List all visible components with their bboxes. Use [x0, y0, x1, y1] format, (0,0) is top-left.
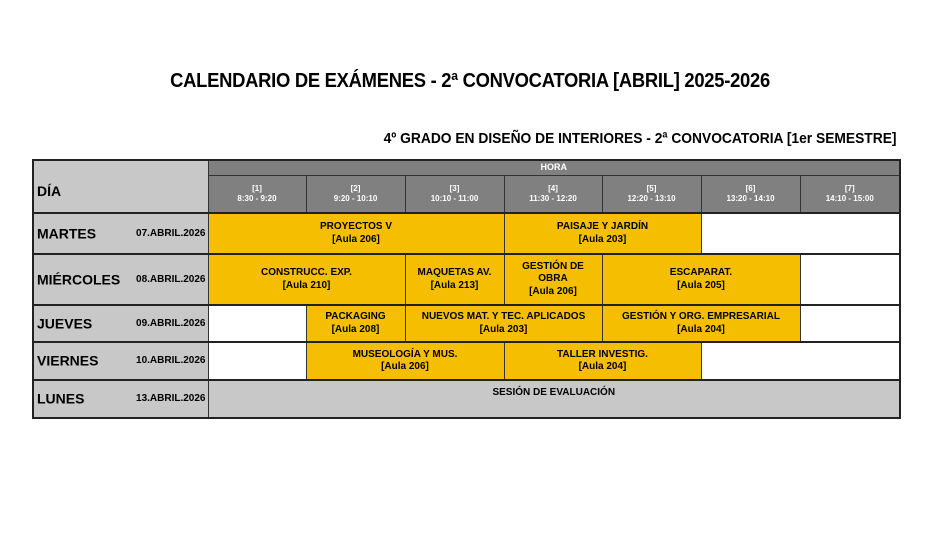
- exam-cell: [306, 305, 405, 342]
- exam-name: TALLER INVESTIG.: [557, 348, 648, 360]
- day-date: 09.ABRIL.2026: [136, 317, 206, 329]
- time-slot-header: [208, 176, 306, 214]
- exam-room: [Aula 208]: [331, 323, 380, 335]
- slot-number: [5]: [646, 184, 657, 193]
- empty-slot: [701, 213, 900, 254]
- exam-name-line: GESTIÓN DE: [522, 260, 584, 272]
- empty-slot: [800, 254, 900, 305]
- exam-cell: [504, 342, 701, 380]
- exam-cell: [208, 213, 504, 254]
- day-row: [33, 305, 900, 342]
- time-slot-header: [701, 176, 800, 214]
- exam-name-line: OBRA: [538, 273, 568, 285]
- exam-cell: [405, 254, 504, 305]
- exam-room: [Aula 206]: [381, 361, 429, 372]
- time-slot-header: [405, 176, 504, 214]
- exam-cell: [602, 254, 800, 305]
- exam-name: CONSTRUCC. EXP.: [261, 267, 352, 278]
- time-slot-header: [306, 176, 405, 214]
- time-slot-header: [602, 176, 701, 214]
- exam-room: [Aula 203]: [578, 233, 627, 245]
- slot-time: 11:30 - 12:20: [529, 194, 577, 203]
- exam-cell: [405, 305, 602, 342]
- exam-name: ESCAPARAT.: [669, 267, 733, 278]
- slot-time: 13:20 - 14:10: [726, 194, 775, 203]
- slot-number: [1]: [252, 184, 262, 193]
- slot-time: 14:10 - 15:00: [825, 194, 874, 203]
- exam-room: [Aula 204]: [677, 323, 725, 335]
- exam-name: PROYECTOS V: [319, 221, 393, 232]
- day-date: 10.ABRIL.2026: [136, 354, 206, 366]
- exam-room: [Aula 210]: [282, 279, 331, 291]
- exam-cell: [602, 305, 800, 342]
- empty-slot: [701, 342, 900, 380]
- exam-name: GESTIÓN Y ORG. EMPRESARIAL: [622, 311, 780, 322]
- exam-name: MUSEOLOGÍA Y MUS.: [352, 348, 458, 360]
- slot-time: 9:20 - 10:10: [333, 194, 378, 203]
- day-row: [33, 254, 900, 305]
- exam-schedule-table: [32, 159, 901, 419]
- empty-slot: [208, 342, 306, 380]
- day-date: 13.ABRIL.2026: [136, 392, 206, 404]
- exam-name: PAISAJE Y JARDÍN: [556, 221, 649, 232]
- exam-room: [Aula 204]: [578, 361, 627, 372]
- exam-cell: [504, 213, 701, 254]
- exam-cell: [306, 342, 504, 380]
- day-date: 08.ABRIL.2026: [136, 273, 206, 285]
- slot-number: [3]: [449, 184, 460, 193]
- day-label-cell: [33, 254, 208, 305]
- day-name: LUNES: [37, 390, 85, 407]
- day-row: [33, 342, 900, 380]
- exam-cell: [208, 254, 405, 305]
- empty-slot: [208, 305, 306, 342]
- day-label-cell: [33, 305, 208, 342]
- day-label-cell: [33, 380, 208, 418]
- day-name: MIÉRCOLES: [37, 270, 121, 287]
- slot-number: [6]: [745, 184, 756, 193]
- slot-time: 12:20 - 13:10: [627, 194, 676, 203]
- hour-header: HORA: [208, 160, 900, 176]
- exam-cell: [504, 254, 602, 305]
- exam-name: PACKAGING: [325, 311, 386, 322]
- slot-time: 10:10 - 11:00: [430, 194, 479, 203]
- day-date: 07.ABRIL.2026: [136, 227, 206, 239]
- day-label-cell: [33, 213, 208, 254]
- empty-slot: [800, 305, 900, 342]
- slot-time: 8:30 - 9:20: [237, 194, 277, 203]
- exam-room: [Aula 205]: [677, 279, 725, 291]
- exam-room: [Aula 213]: [430, 279, 479, 291]
- exam-name: MAQUETAS AV.: [417, 267, 492, 278]
- time-slot-header: [504, 176, 602, 214]
- slot-number: [4]: [548, 184, 558, 193]
- day-row: [33, 380, 900, 418]
- day-row: [33, 213, 900, 254]
- page-title: CALENDARIO DE EXÁMENES - 2ª CONVOCATORIA [ABRIL] 2025-2026: [170, 70, 770, 92]
- exam-name: NUEVOS MAT. Y TEC. APLICADOS: [421, 311, 586, 322]
- exam-room: [Aula 206]: [529, 285, 577, 297]
- slot-number: [2]: [350, 184, 361, 193]
- slot-number: [7]: [844, 184, 855, 193]
- exam-room: [Aula 206]: [332, 233, 380, 245]
- day-name: VIERNES: [37, 352, 99, 369]
- exam-room: [Aula 203]: [479, 323, 528, 335]
- day-label-cell: [33, 342, 208, 380]
- time-slot-header: [800, 176, 900, 214]
- day-name: JUEVES: [37, 314, 93, 331]
- day-name: MARTES: [37, 224, 97, 241]
- evaluation-session-cell: SESIÓN DE EVALUACIÓN: [208, 380, 900, 418]
- day-column-header: DÍA: [33, 160, 208, 213]
- page-subtitle: 4º GRADO EN DISEÑO DE INTERIORES - 2ª CONVOCATORIA [1er SEMESTRE]: [383, 130, 896, 147]
